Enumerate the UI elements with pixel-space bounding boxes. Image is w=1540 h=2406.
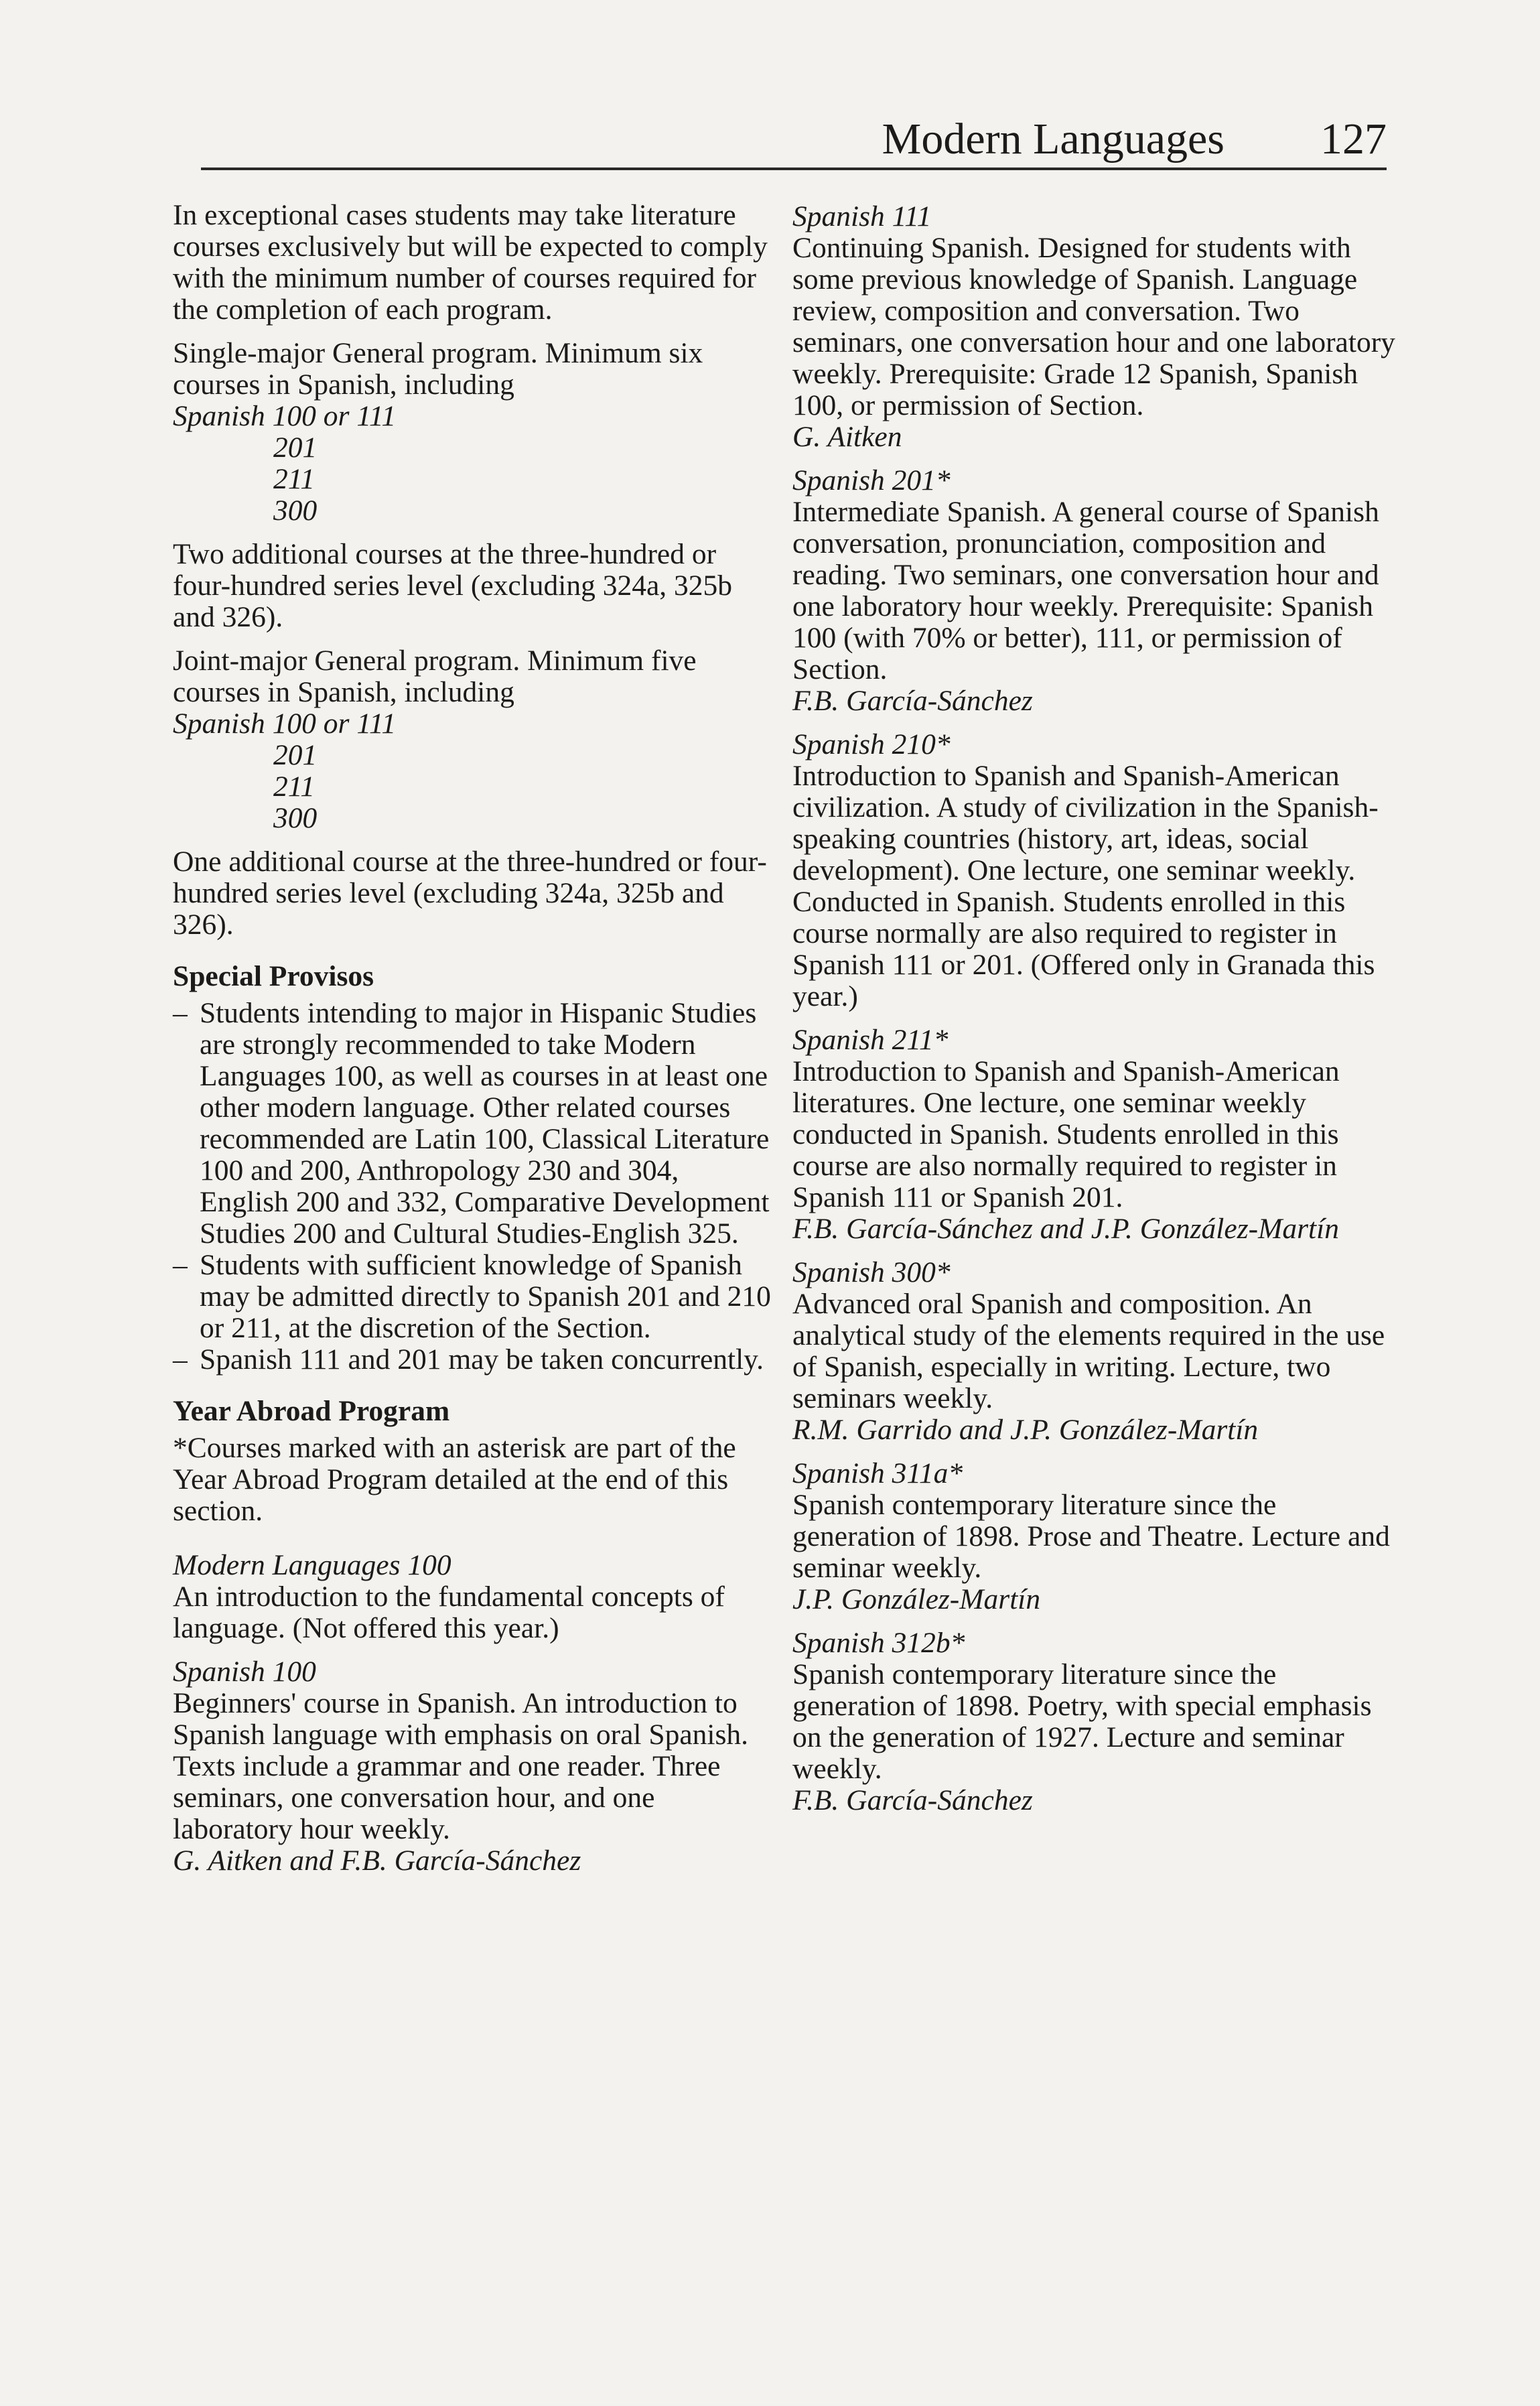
joint-major-text: Joint-major General program. Minimum five courses in Spanish, including bbox=[173, 645, 697, 708]
course-description: Introduction to Spanish and Spanish-American literatures. One lecture, one seminar weekly conducted in Spanish. Students enrolled in this course are also normally required to register in Spanish 111 or Spanish 201. bbox=[792, 1055, 1340, 1213]
course-title: Spanish 210* bbox=[792, 728, 951, 760]
year-abroad-heading: Year Abroad Program bbox=[173, 1395, 450, 1427]
course-description: An introduction to the fundamental concepts of language. (Not offered this year.) bbox=[173, 1581, 725, 1644]
right-column bbox=[792, 201, 1402, 1828]
joint-major-course: 211 bbox=[273, 771, 316, 803]
course-title: Modern Languages 100 bbox=[173, 1549, 451, 1581]
course-title: Spanish 300* bbox=[792, 1256, 951, 1288]
joint-major-course: 300 bbox=[273, 802, 318, 834]
course-title: Spanish 201* bbox=[792, 464, 951, 496]
header-rule bbox=[201, 168, 1387, 170]
course-title: Spanish 312b* bbox=[792, 1627, 965, 1659]
page-number: 127 bbox=[1320, 115, 1387, 163]
single-major-course: 201 bbox=[273, 431, 318, 464]
course-entry bbox=[173, 1656, 772, 1877]
course-title: Spanish 211* bbox=[792, 1024, 949, 1056]
course-entry bbox=[792, 1627, 1402, 1816]
proviso-item: – Students intending to major in Hispanic Studies are strongly recommended to take Modern Languages 100, as well as courses in at least one other modern language. Other related courses recommended are Latin 100, Classical Literature 100 and 200, Anthropology 230 and 304, English 200 and 332, Comparative Development Studies 200 and Cultural Studies-English 325. bbox=[173, 998, 772, 1250]
course-title: Spanish 111 bbox=[792, 200, 932, 232]
course-description: Advanced oral Spanish and composition. An analytical study of the elements required in the use of Spanish, especially in writing. Lecture, two seminars weekly. bbox=[792, 1288, 1385, 1414]
course-description: Intermediate Spanish. A general course of Spanish conversation, pronunciation, composition and reading. Two seminars, one conversation hour and one laboratory hour weekly. Prerequisite: Spanish 100 (with 70% or better), 111, or permission of Section. bbox=[792, 496, 1379, 685]
course-entry bbox=[792, 201, 1402, 453]
provisos-list bbox=[173, 998, 772, 1376]
joint-major-course: 201 bbox=[273, 739, 318, 771]
left-column bbox=[173, 200, 772, 1889]
course-title: Spanish 100 bbox=[173, 1656, 316, 1688]
single-major-text: Single-major General program. Minimum six courses in Spanish, including bbox=[173, 337, 703, 401]
course-description: Beginners' course in Spanish. An introduction to Spanish language with emphasis on oral Spanish. Texts include a grammar and one reader. Three seminars, one conversation hour, and one laboratory hour weekly. bbox=[173, 1687, 749, 1845]
single-major-course: 211 bbox=[273, 463, 316, 495]
course-title: Spanish 311a* bbox=[792, 1457, 963, 1489]
course-entry bbox=[792, 1458, 1402, 1615]
running-head-title: Modern Languages bbox=[882, 115, 1224, 163]
single-major-program bbox=[173, 338, 772, 527]
single-major-first-line: Spanish 100 or 111 bbox=[173, 400, 397, 432]
course-instructor: F.B. García-Sánchez bbox=[792, 685, 1033, 717]
course-entry bbox=[792, 1257, 1402, 1446]
special-provisos-heading: Special Provisos bbox=[173, 960, 374, 992]
single-major-additional: Two additional courses at the three-hundred or four-hundred series level (excluding 324a, 325b and 326). bbox=[173, 538, 733, 633]
course-description: Continuing Spanish. Designed for students with some previous knowledge of Spanish. Language review, composition and conversation. Two seminars, one conversation hour and one laboratory weekly. Prerequisite: Grade 12 Spanish, Spanish 100, or permission of Section. bbox=[792, 232, 1395, 421]
course-instructor: J.P. González-Martín bbox=[792, 1583, 1041, 1615]
course-instructor: G. Aitken and F.B. García-Sánchez bbox=[173, 1845, 581, 1877]
year-abroad-text: *Courses marked with an asterisk are part of the Year Abroad Program detailed at the end of this section. bbox=[173, 1432, 736, 1527]
course-description: Spanish contemporary literature since the generation of 1898. Prose and Theatre. Lecture and seminar weekly. bbox=[792, 1489, 1390, 1584]
single-major-course: 300 bbox=[273, 494, 318, 527]
course-entry bbox=[792, 729, 1402, 1012]
joint-major-first-line: Spanish 100 or 111 bbox=[173, 708, 397, 740]
course-instructor: R.M. Garrido and J.P. González-Martín bbox=[792, 1414, 1259, 1446]
course-instructor: G. Aitken bbox=[792, 421, 902, 453]
course-instructor: F.B. García-Sánchez bbox=[792, 1784, 1033, 1816]
joint-major-program bbox=[173, 645, 772, 834]
joint-major-additional: One additional course at the three-hundred or four-hundred series level (excluding 324a, 325b and 326). bbox=[173, 846, 767, 941]
course-description: Introduction to Spanish and Spanish-American civilization. A study of civilization in the Spanish-speaking countries (history, art, ideas, social development). One lecture, one seminar weekly. Conducted in Spanish. Students enrolled in this course normally are also required to register in Spanish 111 or 201. (Offered only in Granada this year.) bbox=[792, 760, 1379, 1012]
course-entry bbox=[792, 465, 1402, 717]
proviso-item: – Spanish 111 and 201 may be taken concurrently. bbox=[173, 1344, 772, 1376]
course-instructor: F.B. García-Sánchez and J.P. González-Martín bbox=[792, 1213, 1339, 1245]
course-description: Spanish contemporary literature since the generation of 1898. Poetry, with special emphasis on the generation of 1927. Lecture and seminar weekly. bbox=[792, 1658, 1372, 1785]
intro-paragraph: In exceptional cases students may take literature courses exclusively but will be expected to comply with the minimum number of courses required for the completion of each program. bbox=[173, 199, 768, 326]
proviso-item: – Students with sufficient knowledge of Spanish may be admitted directly to Spanish 201 and 210 or 211, at the discretion of the Section. bbox=[173, 1250, 772, 1344]
course-entry bbox=[173, 1550, 772, 1644]
course-entry bbox=[792, 1024, 1402, 1245]
